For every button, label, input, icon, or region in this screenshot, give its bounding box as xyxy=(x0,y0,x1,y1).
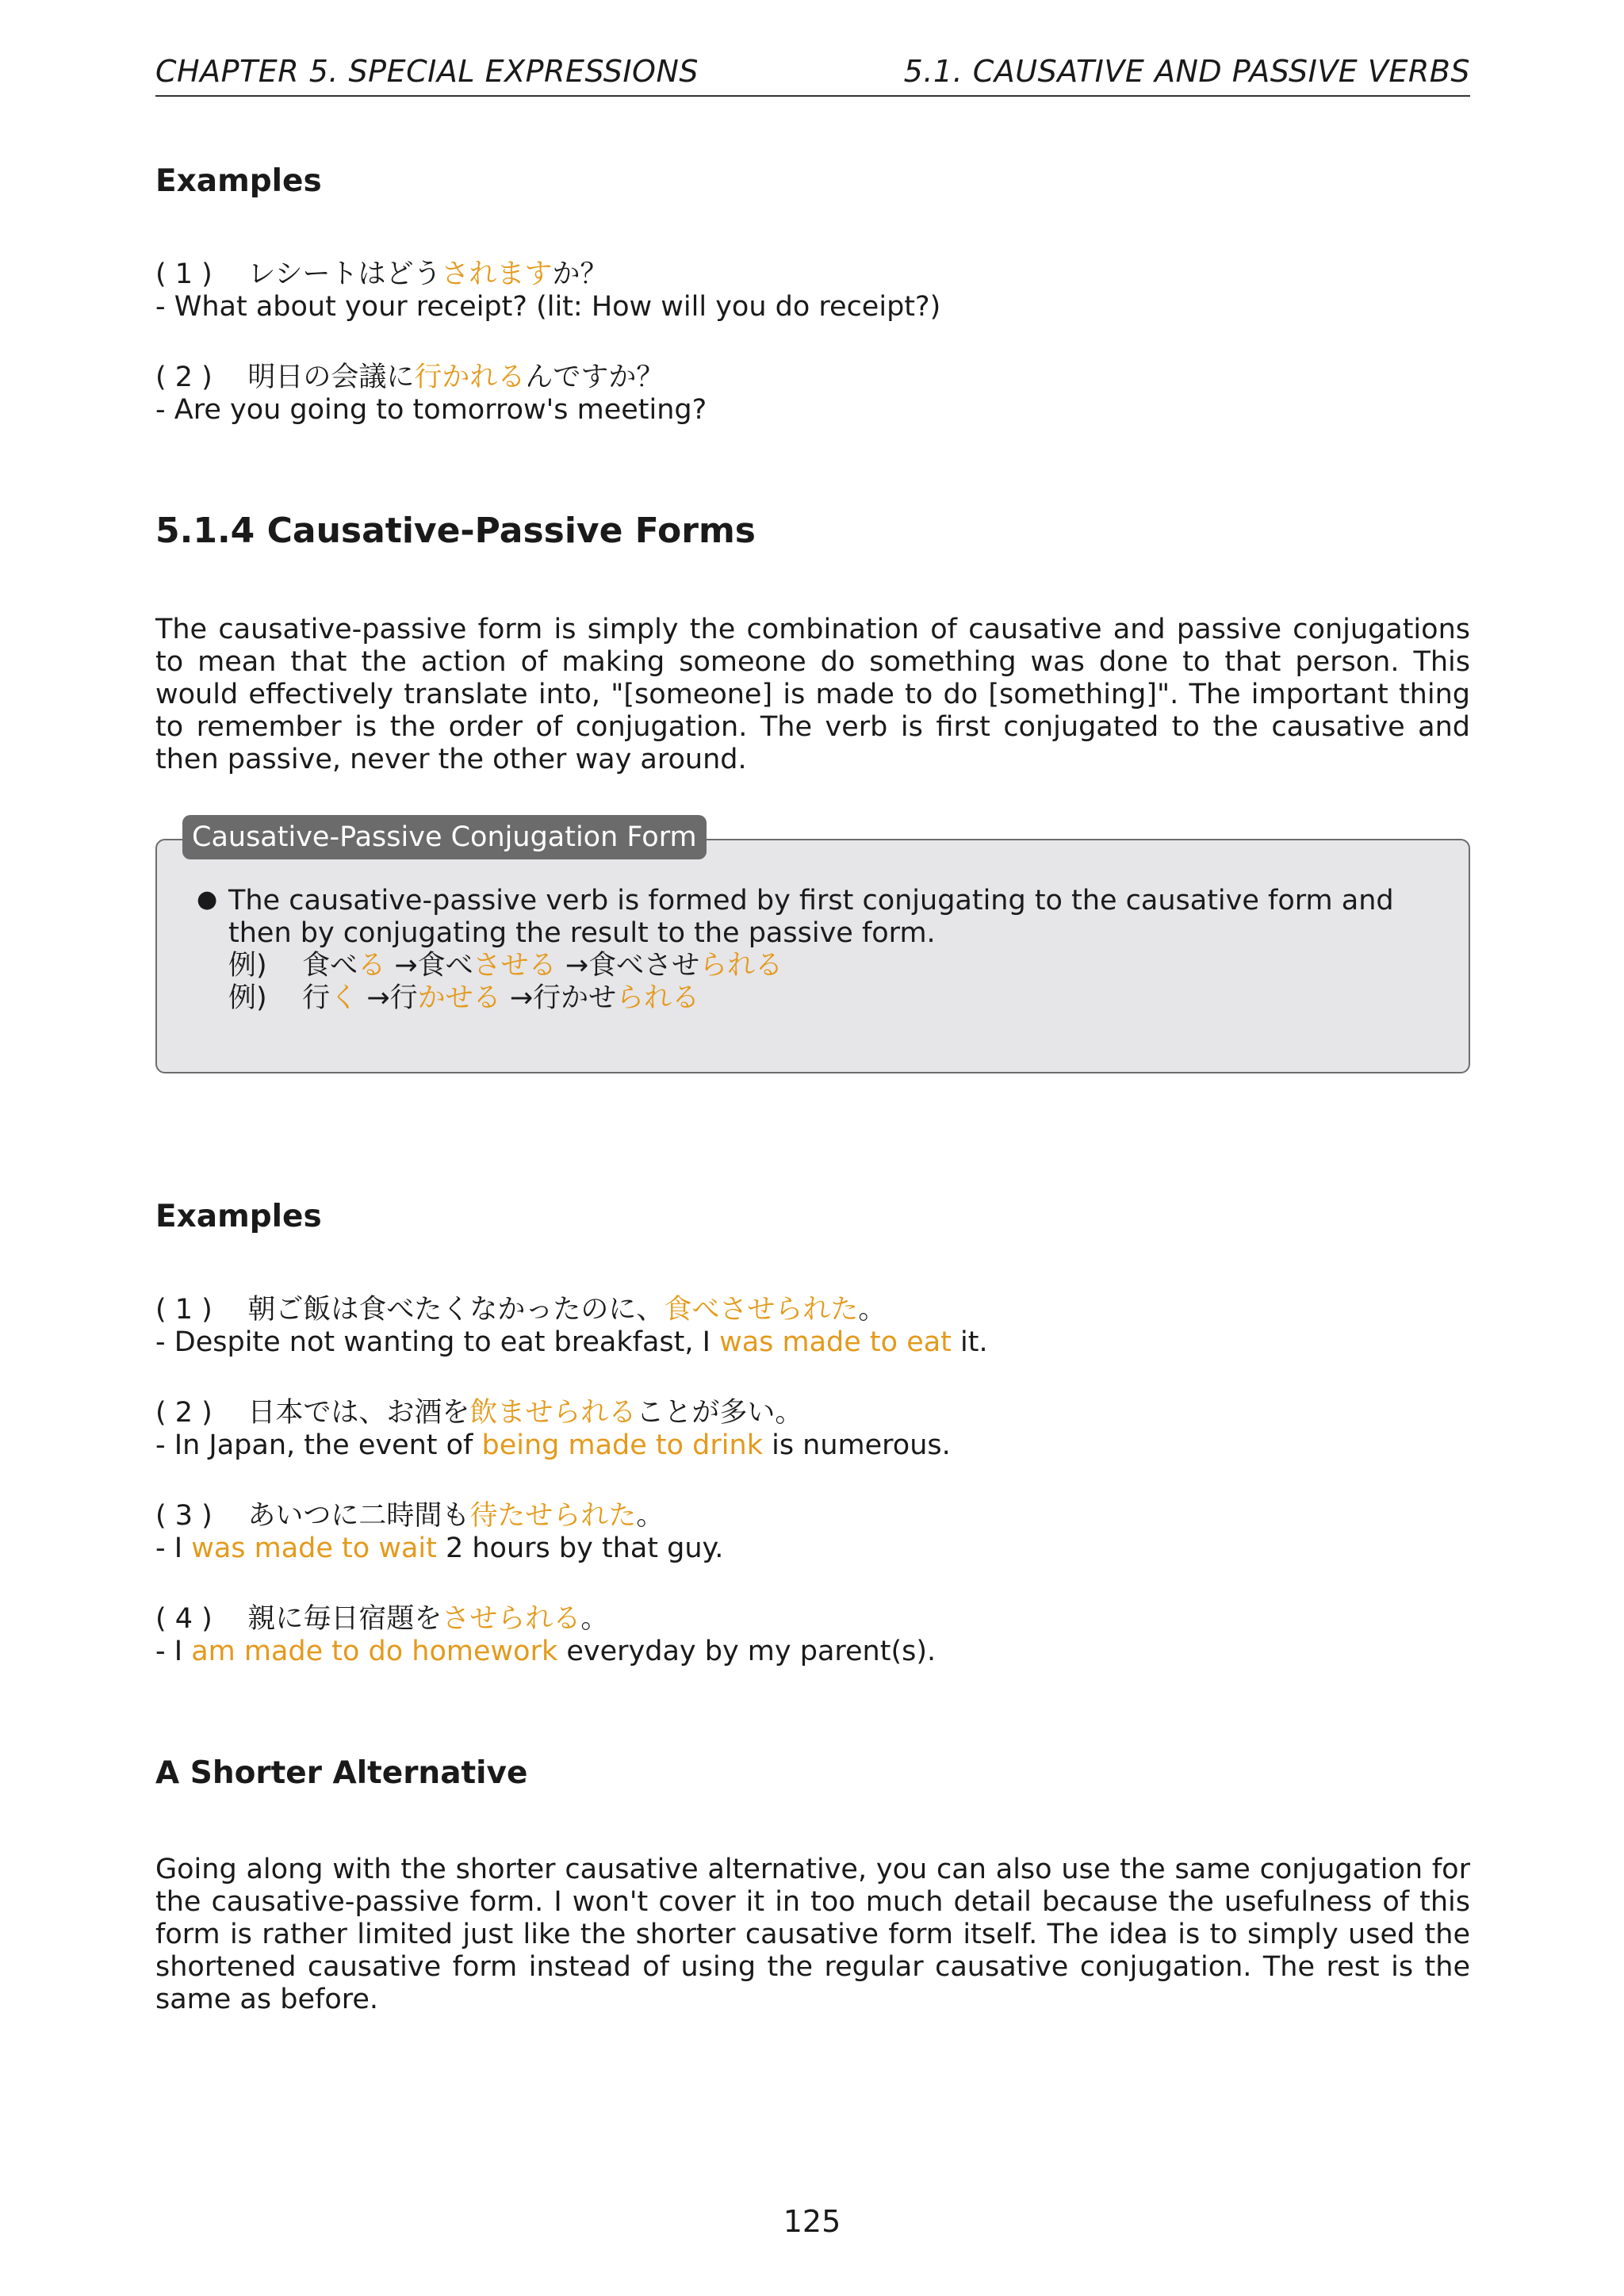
example-jp: ( 1 ) 朝ご飯は食べたくなかったのに、食べさせられた。 xyxy=(155,1294,887,1326)
example-item xyxy=(155,1603,936,1668)
conjugation-example: 例) 食べる →食べさせる →食べさせられる xyxy=(228,950,783,982)
running-header xyxy=(155,51,1470,97)
section-heading-causative-passive: 5.1.4 Causative-Passive Forms xyxy=(155,511,756,551)
header-chapter: CHAPTER 5. SPECIAL EXPRESSIONS xyxy=(155,54,699,89)
example-jp: ( 4 ) 親に毎日宿題をさせられる。 xyxy=(155,1603,609,1635)
conjugation-box-title: Causative-Passive Conjugation Form xyxy=(182,815,707,859)
example-en: - I was made to wait 2 hours by that guy. xyxy=(155,1533,724,1564)
bullet-dot-icon: ● xyxy=(197,886,218,913)
example-jp: ( 3 ) あいつに二時間も待たせられた。 xyxy=(155,1500,665,1532)
conjugation-box xyxy=(155,839,1470,1073)
example-jp: ( 1 ) レシートはどうされますか？ xyxy=(155,258,608,290)
example-en: - Despite not wanting to eat breakfast, I was made to eat it. xyxy=(155,1326,988,1358)
example-en: - Are you going to tomorrow's meeting? xyxy=(155,394,707,426)
paragraph-shorter-alternative: Going along with the shorter causative alternative, you can also use the same conjugation for the causative-passive form. I won't cover it in too much detail because the usefulness of this form is rather limited just like the shorter causative form itself. The idea is to simply used the shortened causative form instead of using the regular causative conjugation. The rest is the same as before. xyxy=(155,1854,1470,2015)
example-en: - What about your receipt? (lit: How will you do receipt?) xyxy=(155,291,941,323)
example-item xyxy=(155,258,940,323)
example-en: - I am made to do homework everyday by my parent(s). xyxy=(155,1636,936,1667)
example-jp: ( 2 ) 日本では、お酒を飲ませられることが多い。 xyxy=(155,1397,803,1429)
conjugation-box-body xyxy=(197,885,1450,1015)
example-en: - In Japan, the event of being made to drink is numerous. xyxy=(155,1429,951,1461)
shorter-alternative-heading: A Shorter Alternative xyxy=(155,1755,528,1791)
example-jp: ( 2 ) 明日の会議に行かれるんですか？ xyxy=(155,362,665,393)
example-item xyxy=(155,1500,723,1565)
conjugation-example: 例) 行く →行かせる →行かせられる xyxy=(228,982,700,1014)
examples-heading-2: Examples xyxy=(155,1199,322,1234)
conjugation-rule: The causative-passive verb is formed by first conjugating to the causative form and then by conjugating the result to the passive form. xyxy=(228,885,1394,949)
page-number: 125 xyxy=(783,2204,841,2239)
header-section: 5.1. CAUSATIVE AND PASSIVE VERBS xyxy=(903,54,1470,89)
paragraph-causative-passive: The causative-passive form is simply the combination of causative and passive conjugations to mean that the action of making someone do something was done to that person. This would effectively translate into, "[someone] is made to do [something]". The important thing to remember is the order of conjugation. The verb is first conjugated to the causative and then passive, never the other way around. xyxy=(155,614,1470,775)
example-item xyxy=(155,1294,988,1359)
examples-heading-1: Examples xyxy=(155,163,322,199)
example-item xyxy=(155,362,707,427)
example-item xyxy=(155,1397,951,1462)
